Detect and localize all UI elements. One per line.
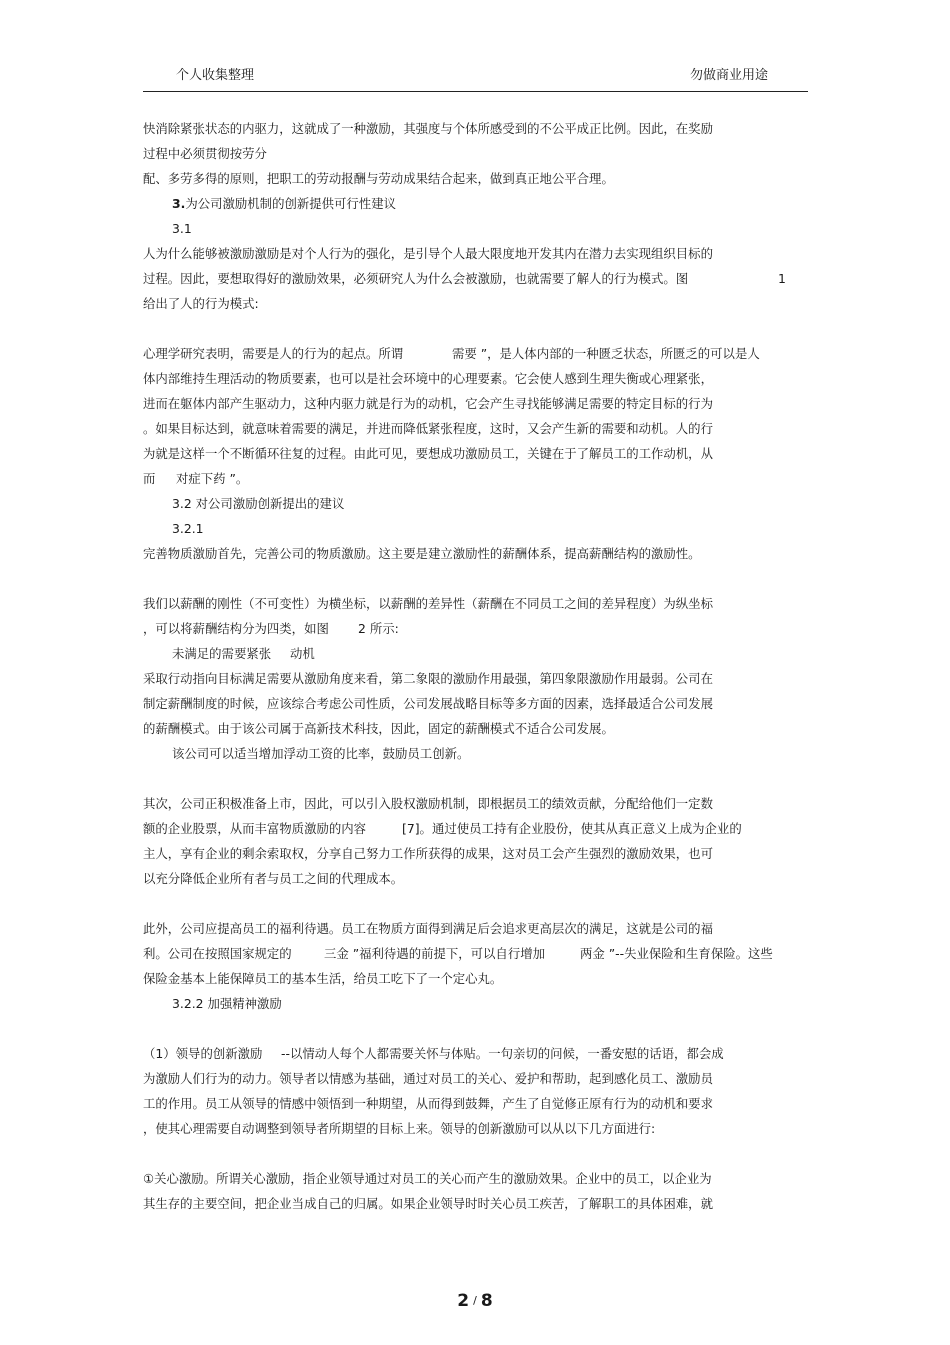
- header-rule: [143, 91, 808, 92]
- text-line: 。如果目标达到，就意味着需要的满足，并进而降低紧张程度，这时，又会产生新的需要和动机。人的行: [143, 421, 713, 436]
- text-line: 利。公司在按照国家规定的: [143, 946, 292, 961]
- text-line: 为就是这样一个不断循环往复的过程。由此可见，要想成功激励员工，关键在于了解员工的工作动机，从: [143, 446, 713, 461]
- text-line: 此外，公司应提高员工的福利待遇。员工在物质方面得到满足后会追求更高层次的满足，这就是公司的福: [143, 921, 713, 936]
- section-number: 3.: [172, 196, 186, 211]
- text-line: 我们以薪酬的刚性（不可变性）为横坐标，以薪酬的差异性（薪酬在不同员工之间的差异程度）为纵坐标: [143, 596, 713, 611]
- text-line: --以情动人每个人都需要关怀与体贴。一句亲切的问候，一番安慰的话语，都会成: [281, 1046, 724, 1061]
- text-line: 配、多劳多得的原则，把职工的劳动报酬与劳动成果结合起来，做到真正地公平合理。: [143, 171, 614, 186]
- text-line: 过程中必须贯彻按劳分: [143, 146, 267, 161]
- text-line: 保险金基本上能保障员工的基本生活，给员工吃下了一个定心丸。: [143, 971, 503, 986]
- text-line: 过程。因此，要想取得好的激励效果，必须研究人为什么会被激励，也就需要了解人的行为模式。图: [143, 271, 689, 286]
- text-line: [7]。通过使员工持有企业股份，使其从真正意义上成为企业的: [402, 821, 742, 836]
- text-line: 完善物质激励首先，完善公司的物质激励。这主要是建立激励性的薪酬体系，提高薪酬结构的激励性。: [143, 546, 701, 561]
- text-line: 以充分降低企业所有者与员工之间的代理成本。: [143, 871, 404, 886]
- text-line: 心理学研究表明，需要是人的行为的起点。所谓: [143, 346, 404, 361]
- section-heading-3-2: 3.2 对公司激励创新提出的建议: [172, 496, 345, 511]
- text-line: 额的企业股票，从而丰富物质激励的内容: [143, 821, 367, 836]
- running-header-left: 个人收集整理: [176, 68, 255, 83]
- text-line: （1）领导的创新激励: [143, 1046, 263, 1061]
- text-line: 该公司可以适当增加浮动工资的比率，鼓励员工创新。: [172, 746, 470, 761]
- text-line: 三金 ”福利待遇的前提下，可以自行增加: [324, 946, 545, 961]
- text-line: 采取行动指向目标满足需要从激励角度来看，第二象限的激励作用最强，第四象限激励作用最弱。公司在: [143, 671, 713, 686]
- text-line: 人为什么能够被激励激励是对个人行为的强化，是引导个人最大限度地开发其内在潜力去实现组织目标的: [143, 246, 713, 261]
- text-line: ，可以将薪酬结构分为四类，如图: [143, 621, 329, 636]
- text-line: ①关心激励。所谓关心激励，指企业领导通过对员工的关心而产生的激励效果。企业中的员工，以企业为: [143, 1171, 712, 1186]
- text-line: 进而在躯体内部产生驱动力，这种内驱力就是行为的动机，它会产生寻找能够满足需要的特定目标的行为: [143, 396, 713, 411]
- page-separator: /: [473, 1294, 477, 1307]
- text-line: 为激励人们行为的动力。领导者以情感为基础，通过对员工的关心、爱护和帮助，起到感化员工、激励员: [143, 1071, 713, 1086]
- text-line: 对症下药 ”。: [176, 471, 249, 486]
- text-line: 2 所示:: [358, 621, 399, 636]
- text-line: 需要 ”，是人体内部的一种匮乏状态，所匮乏的可以是人: [452, 346, 760, 361]
- text-line: 动机: [290, 646, 315, 661]
- page-number: [0, 1291, 950, 1311]
- text-line: 未满足的需要紧张: [172, 646, 272, 661]
- text-line: 制定薪酬制度的时候，应该综合考虑公司性质，公司发展战略目标等多方面的因素，选择最适合公司发展: [143, 696, 713, 711]
- section-heading-3: [172, 196, 396, 212]
- text-line: 而: [143, 471, 156, 486]
- subsection-number: 3.1: [172, 221, 192, 236]
- text-line: 体内部维持生理活动的物质要素，也可以是社会环境中的心理要素。它会使人感到生理失衡或心理紧张，: [143, 371, 713, 386]
- text-line: 快消除紧张状态的内驱力，这就成了一种激励，其强度与个体所感受到的不公平成正比例。因此，在奖励: [143, 121, 713, 136]
- text-line: 两金 ”--失业保险和生育保险。这些: [580, 946, 773, 961]
- text-line: 的薪酬模式。由于该公司属于高新技术科技，因此，固定的薪酬模式不适合公司发展。: [143, 721, 614, 736]
- text-line: 其生存的主要空间，把企业当成自己的归属。如果企业领导时时关心员工疾苦，了解职工的具体困难，就: [143, 1196, 713, 1211]
- text-line: 给出了人的行为模式:: [143, 296, 259, 311]
- text-line: ，使其心理需要自动调整到领导者所期望的目标上来。领导的创新激励可以从以下几方面进行:: [143, 1121, 656, 1136]
- text-line: 其次，公司正积极准备上市，因此，可以引入股权激励机制，即根据员工的绩效贡献，分配给他们一定数: [143, 796, 713, 811]
- page-current: 2: [457, 1291, 470, 1311]
- page-total: 8: [480, 1291, 493, 1311]
- figure-ref-number: 1: [778, 271, 786, 286]
- running-header-right: 勿做商业用途: [690, 68, 769, 83]
- text-line: 工的作用。员工从领导的情感中领悟到一种期望，从而得到鼓舞，产生了自觉修正原有行为的动机和要求: [143, 1096, 713, 1111]
- section-heading-3-2-2: 3.2.2 加强精神激励: [172, 996, 282, 1011]
- text-line: 主人，享有企业的剩余索取权，分享自己努力工作所获得的成果，这对员工会产生强烈的激励效果，也可: [143, 846, 713, 861]
- subsection-number: 3.2.1: [172, 521, 204, 536]
- section-title: 为公司激励机制的创新提供可行性建议: [185, 196, 396, 211]
